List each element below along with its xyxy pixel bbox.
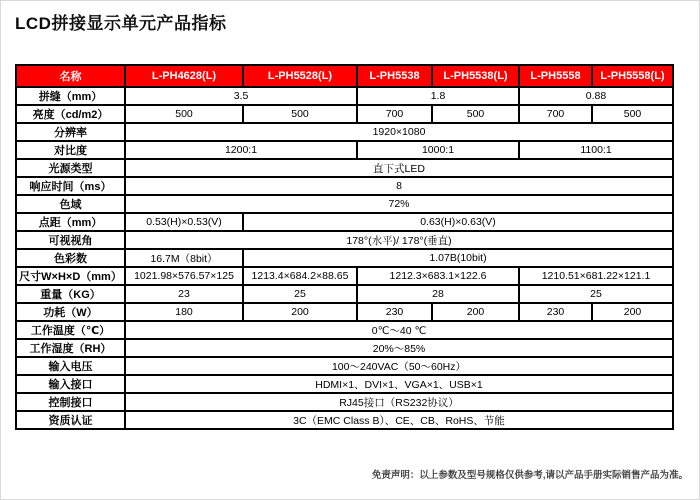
spec-value-cell: 28 xyxy=(357,285,519,303)
row-label: 可视视角 xyxy=(16,231,125,249)
row-label: 光源类型 xyxy=(16,159,125,177)
row-label: 色彩数 xyxy=(16,249,125,267)
row-label: 拼缝（mm） xyxy=(16,87,125,105)
table-row xyxy=(16,123,673,141)
spec-value-cell: 500 xyxy=(592,105,673,123)
table-body xyxy=(16,87,673,429)
row-label: 功耗（W） xyxy=(16,303,125,321)
table-row xyxy=(16,357,673,375)
spec-value-cell: 230 xyxy=(357,303,432,321)
spec-value-cell: 200 xyxy=(243,303,357,321)
spec-value-cell: 1200:1 xyxy=(125,141,357,159)
spec-value-cell: 1.07B(10bit) xyxy=(243,249,673,267)
row-label: 分辨率 xyxy=(16,123,125,141)
spec-value-cell: 0.53(H)×0.53(V) xyxy=(125,213,243,231)
spec-value-cell: 3C（EMC Class B）、CE、CB、RoHS、节能 xyxy=(125,411,673,429)
table-row xyxy=(16,141,673,159)
spec-value-cell: 23 xyxy=(125,285,243,303)
row-label: 重量（KG） xyxy=(16,285,125,303)
product-spec-table xyxy=(15,64,674,430)
spec-value-cell: HDMI×1、DVI×1、VGA×1、USB×1 xyxy=(125,375,673,393)
table-row xyxy=(16,195,673,213)
table-row xyxy=(16,213,673,231)
spec-value-cell: 1212.3×683.1×122.6 xyxy=(357,267,519,285)
row-label: 输入接口 xyxy=(16,375,125,393)
spec-value-cell: 0.88 xyxy=(519,87,673,105)
table-row xyxy=(16,411,673,429)
table-row xyxy=(16,339,673,357)
spec-value-cell: 230 xyxy=(519,303,592,321)
table-row xyxy=(16,231,673,249)
table-row xyxy=(16,87,673,105)
spec-value-cell: 1100:1 xyxy=(519,141,673,159)
table-row xyxy=(16,159,673,177)
column-header-model: L-PH4628(L) xyxy=(125,65,243,87)
table-row xyxy=(16,375,673,393)
spec-value-cell: 3.5 xyxy=(125,87,357,105)
table-row xyxy=(16,321,673,339)
table-header-row xyxy=(16,65,673,87)
row-label: 色域 xyxy=(16,195,125,213)
spec-value-cell: 200 xyxy=(592,303,673,321)
spec-value-cell: 700 xyxy=(519,105,592,123)
spec-value-cell: 1021.98×576.57×125 xyxy=(125,267,243,285)
spec-value-cell: 500 xyxy=(243,105,357,123)
row-label: 控制接口 xyxy=(16,393,125,411)
table-row xyxy=(16,105,673,123)
spec-value-cell: 500 xyxy=(432,105,519,123)
spec-value-cell: 180 xyxy=(125,303,243,321)
spec-value-cell: 500 xyxy=(125,105,243,123)
table-row xyxy=(16,249,673,267)
row-label: 工作温度（℃） xyxy=(16,321,125,339)
column-header-model: L-PH5558(L) xyxy=(592,65,673,87)
column-header-model: L-PH5538(L) xyxy=(432,65,519,87)
table-row xyxy=(16,267,673,285)
spec-value-cell: 1000:1 xyxy=(357,141,519,159)
row-label: 点距（mm） xyxy=(16,213,125,231)
spec-value-cell: 72% xyxy=(125,195,673,213)
page-title: LCD拼接显示单元产品指标 xyxy=(15,14,227,33)
spec-value-cell: 178°(水平)/ 178°(垂直) xyxy=(125,231,673,249)
spec-value-cell: 1.8 xyxy=(357,87,519,105)
table-row xyxy=(16,393,673,411)
table-row xyxy=(16,285,673,303)
spec-value-cell: 700 xyxy=(357,105,432,123)
row-label: 尺寸W×H×D（mm） xyxy=(16,267,125,285)
row-label: 输入电压 xyxy=(16,357,125,375)
row-label: 对比度 xyxy=(16,141,125,159)
spec-value-cell: 1920×1080 xyxy=(125,123,673,141)
spec-value-cell: 16.7M（8bit） xyxy=(125,249,243,267)
spec-value-cell: 0.63(H)×0.63(V) xyxy=(243,213,673,231)
spec-value-cell: 100～240VAC（50～60Hz） xyxy=(125,357,673,375)
table-row xyxy=(16,177,673,195)
row-label: 资质认证 xyxy=(16,411,125,429)
column-header-model: L-PH5528(L) xyxy=(243,65,357,87)
spec-value-cell: 25 xyxy=(243,285,357,303)
spec-value-cell: 1213.4×684.2×88.65 xyxy=(243,267,357,285)
spec-value-cell: 25 xyxy=(519,285,673,303)
disclaimer-text: 免责声明：以上参数及型号规格仅供参考,请以产品手册实际销售产品为准。 xyxy=(371,470,688,481)
spec-value-cell: 0℃～40 ℃ xyxy=(125,321,673,339)
column-header-model: L-PH5558 xyxy=(519,65,592,87)
spec-value-cell: 直下式LED xyxy=(125,159,673,177)
row-label: 工作湿度（RH） xyxy=(16,339,125,357)
spec-value-cell: 8 xyxy=(125,177,673,195)
column-header-name: 名称 xyxy=(16,65,125,87)
row-label: 响应时间（ms） xyxy=(16,177,125,195)
spec-value-cell: 200 xyxy=(432,303,519,321)
spec-value-cell: RJ45接口（RS232协议） xyxy=(125,393,673,411)
spec-value-cell: 20%～85% xyxy=(125,339,673,357)
column-header-model: L-PH5538 xyxy=(357,65,432,87)
table-row xyxy=(16,303,673,321)
row-label: 亮度（cd/m2） xyxy=(16,105,125,123)
spec-value-cell: 1210.51×681.22×121.1 xyxy=(519,267,673,285)
